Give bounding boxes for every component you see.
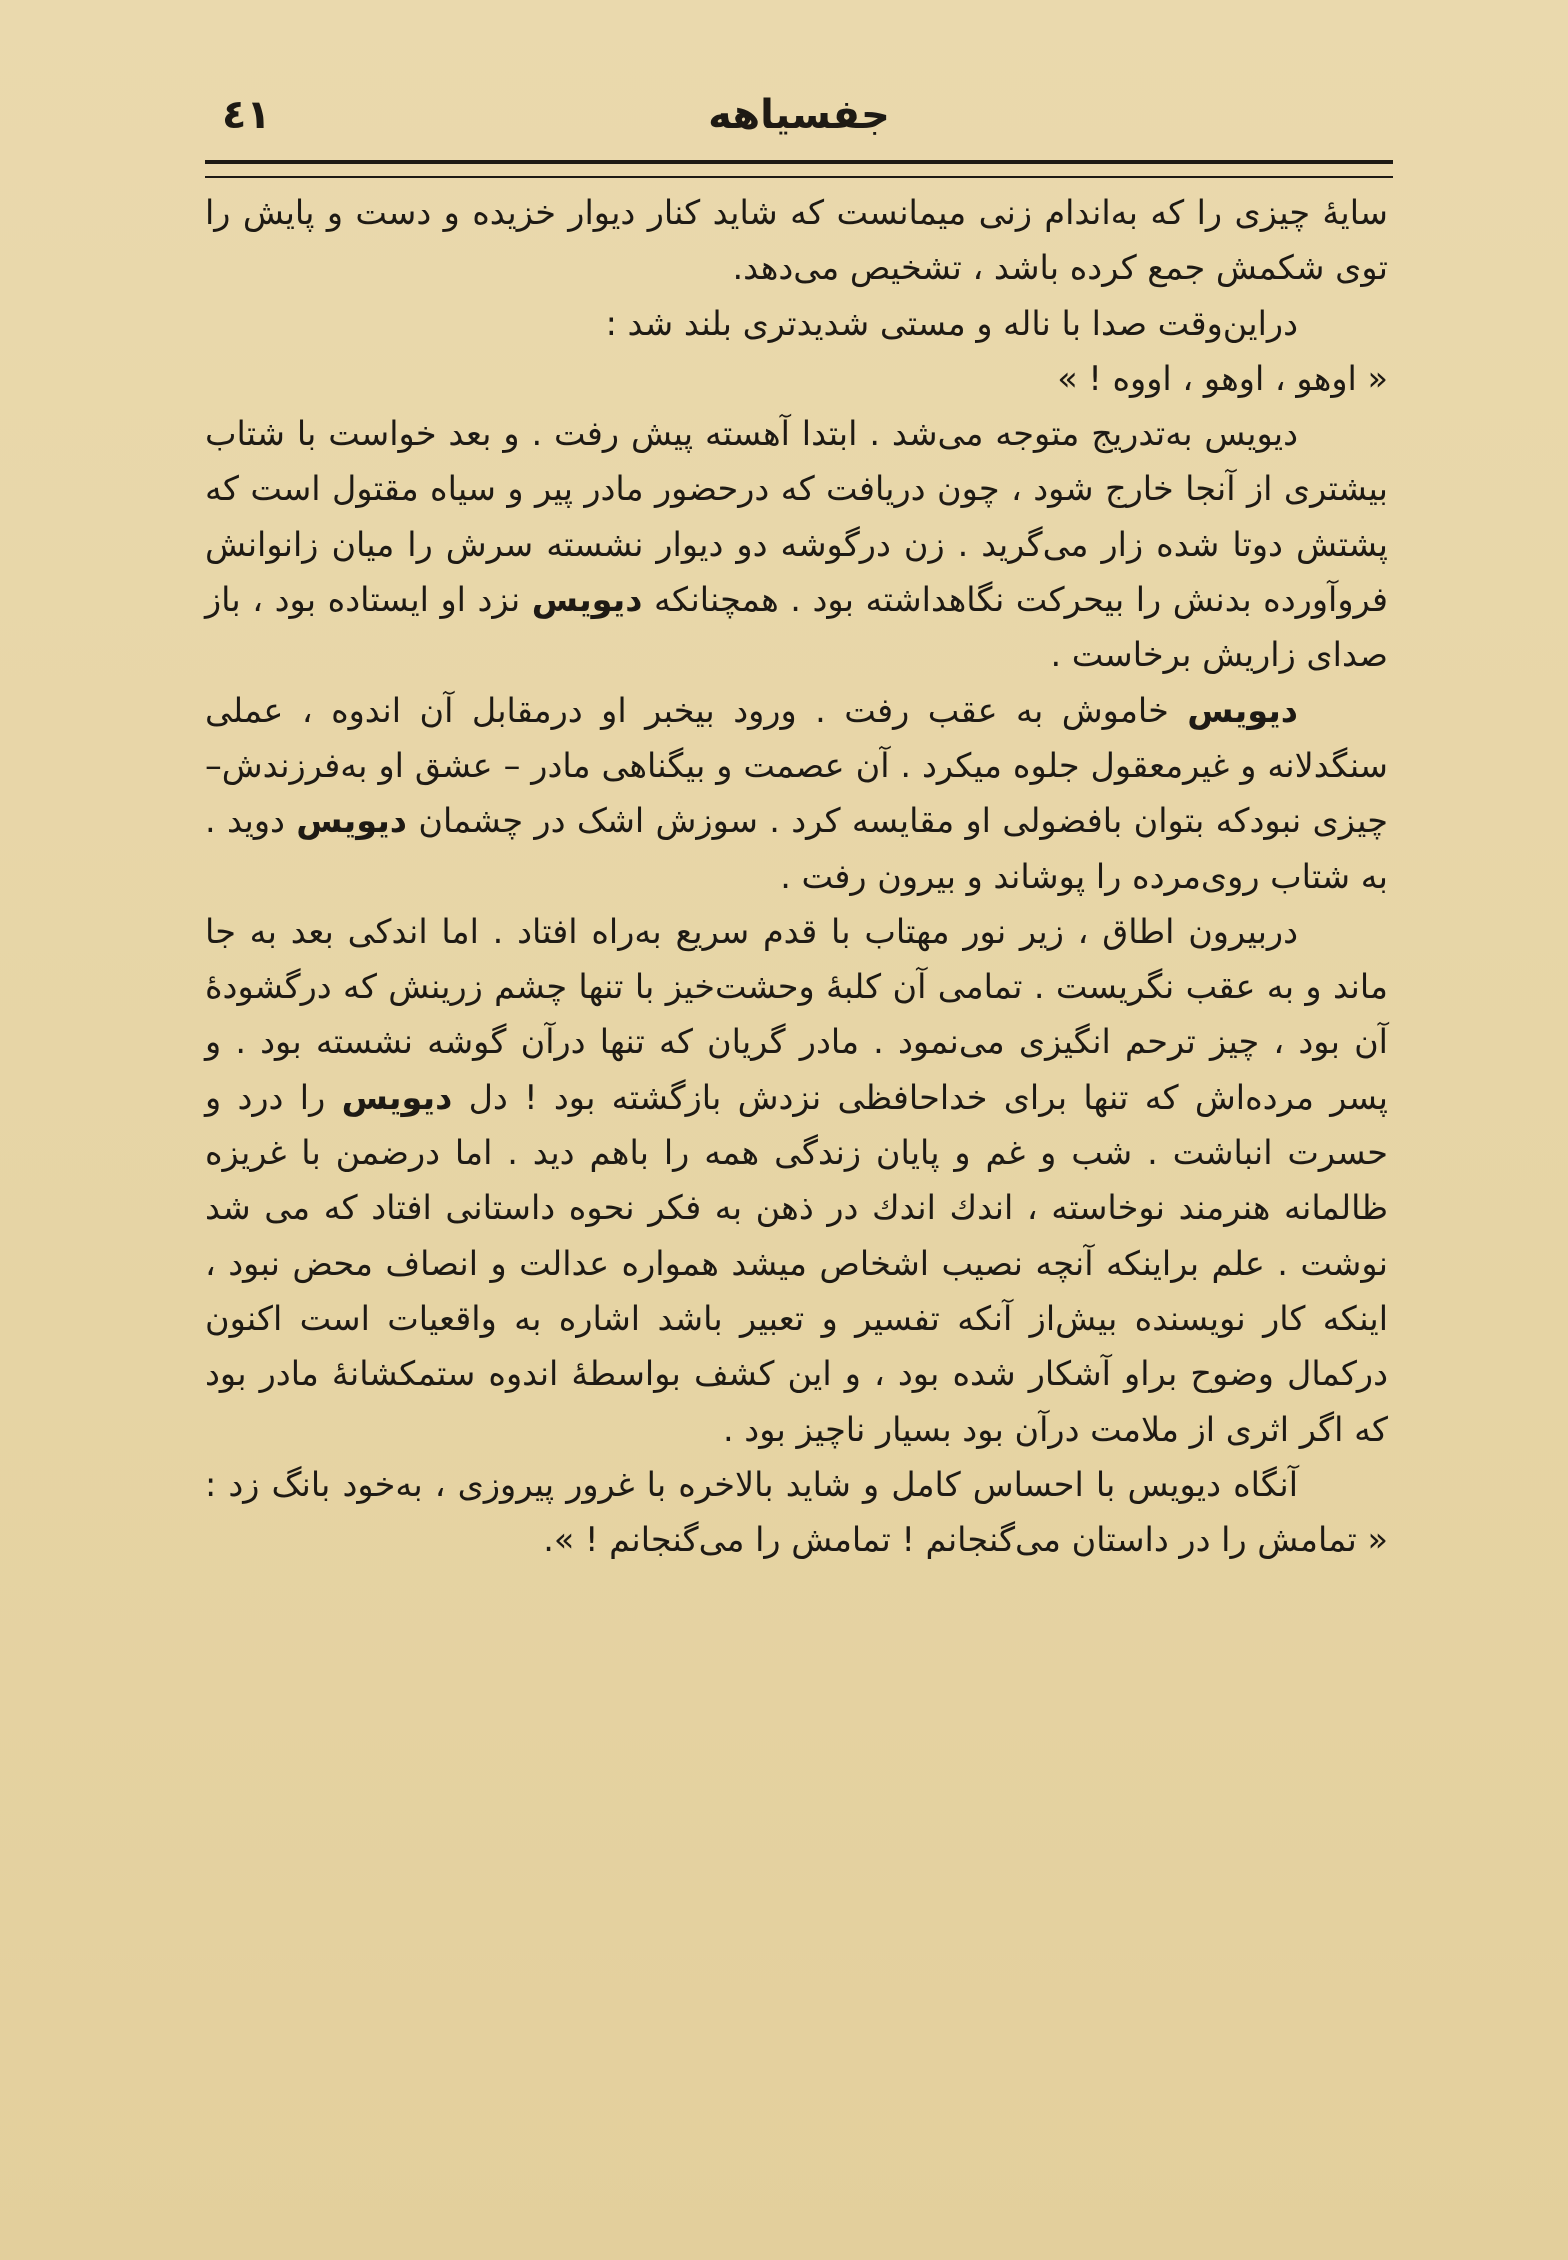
paragraph-1: سایهٔ چیزی را که به‌اندام زنی میمانست که شاید کنار دیوار خزیده و دست و پایش را توی شکمش جمع کرده باشد ، تشخیص می‌دهد. (205, 193, 1388, 288)
page-header (210, 92, 1388, 152)
paragraph-4 (205, 683, 1388, 904)
name-davis: دیویس (531, 580, 643, 620)
quote-line: « اوهو ، اوهو ، اووه ! » (1057, 358, 1388, 398)
name-davis: دیویس (341, 1077, 453, 1117)
body-text (205, 185, 1388, 1567)
name-davis: دیویس (296, 801, 408, 841)
header-double-rule (205, 160, 1393, 178)
paragraph-4-text: خاموش به عقب رفت . ورود بیخبر او درمقابل آن اندوه ، عملی سنگدلانه و غیرمعقول جلوه میکرد . آن عصمت و بیگناهی مادر – عشق او به‌فرزندش– چیزی نبودکه بتوان بافضولی او مقایسه کرد . سوزش اشک در چشمان (205, 690, 1388, 841)
name-davis: دیویس (1187, 690, 1298, 730)
paragraph-3-end: نزد او ایستاده بود ، باز صدای زاریش برخاست . (205, 580, 1388, 675)
paragraph-5-text: دربیرون اطاق ، زیر نور مهتاب با قدم سریع به‌راه افتاد . اما اندکی بعد به جا ماند و به عقب نگریست . تمامی آن کلبهٔ وحشت‌خیز با تنها چشم زرینش که درگشودهٔ آن بود ، چیز ترحم انگیزی می‌نمود . مادر گریان که تنها درآن گوشه نشسته بود . و پسر مرده‌اش که تنها برای خداحافظی نزدش بازگشته بود ! دل (205, 911, 1388, 1117)
paragraph-6: آنگاه دیویس با احساس کامل و شاید بالاخره با غرور پیروزی ، به‌خود بانگ زد : « تمامش را در داستان می‌گنجانم ! تمامش را می‌گنجانم ! ». (205, 1464, 1388, 1560)
running-title: جفسیاهه (708, 92, 890, 138)
paragraph-3 (205, 406, 1388, 682)
page-number: ٤١ (222, 92, 271, 138)
paragraph-2: دراین‌وقت صدا با ناله و مستی شدیدتری بلند شد : (605, 303, 1298, 343)
paragraph-5-end: را درد و حسرت انباشت . شب و غم و پایان زندگی همه را باهم دید . اما درضمن با غریزه ظالمانه هنرمند نوخاسته ، اندك اندك در ذهن به فکر نحوه داستانی افتاد که می شد نوشت . علم براینکه آنچه نصیب اشخاص میشد همواره عدالت و انصاف محض نبود ، اینکه کار نویسنده بیش‌از آنکه تفسیر و تعبیر باشد اشاره به واقعیات است اکنون درکمال وضوح براو آشکار شده بود ، و این کشف بواسطهٔ اندوه ستمکشانهٔ مادر بود که اگر اثری از ملامت درآن بود بسیار ناچیز بود . (205, 1077, 1388, 1449)
paragraph-3-text: دیویس به‌تدریج متوجه می‌شد . ابتدا آهسته پیش رفت . و بعد خواست با شتاب بیشتری از آنجا خارج شود ، چون دریافت که درحضور مادر پیر و سیاه مقتول است که پشتش دوتا شده زار می‌گرید . زن درگوشه دو دیوار نشسته سرش را میان زانوانش فروآورده بدنش را بیحرکت نگاهداشته بود . همچنانکه (205, 414, 1388, 620)
paragraph-4-end: دوید . به شتاب روی‌مرده را پوشاند و بیرون رفت . (205, 801, 1388, 896)
paragraph-5 (205, 904, 1388, 1457)
